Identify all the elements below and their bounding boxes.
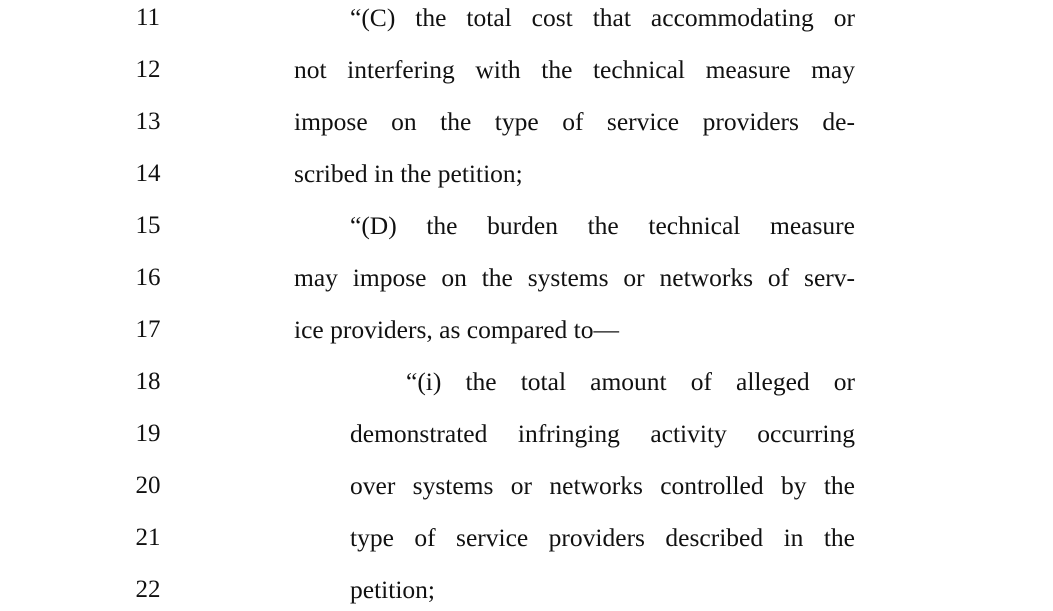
text-line xyxy=(0,102,1053,142)
line-number: 22 xyxy=(135,576,161,603)
line-text: over systems or networks controlled by the xyxy=(350,471,855,500)
line-number: 14 xyxy=(135,160,161,187)
text-line xyxy=(0,362,1053,402)
text-line xyxy=(0,258,1053,298)
line-text: ice providers, as compared to— xyxy=(294,315,620,344)
text-line xyxy=(0,466,1053,506)
line-number: 21 xyxy=(135,524,161,551)
line-number: 20 xyxy=(135,472,161,499)
line-text: may impose on the systems or networks of serv- xyxy=(294,263,855,292)
line-text: “(C) the total cost that accommodating or xyxy=(350,3,855,32)
line-text: type of service providers described in the xyxy=(350,523,855,552)
line-text: petition; xyxy=(350,575,435,604)
line-text: demonstrated infringing activity occurring xyxy=(350,419,855,448)
text-line xyxy=(0,154,1053,194)
line-number: 16 xyxy=(135,264,161,291)
line-number: 17 xyxy=(135,316,161,343)
line-text: impose on the type of service providers de- xyxy=(294,107,855,136)
text-line xyxy=(0,206,1053,246)
line-number: 11 xyxy=(135,4,161,31)
text-line xyxy=(0,414,1053,454)
line-text: not interfering with the technical measure may xyxy=(294,55,855,84)
line-number: 13 xyxy=(135,108,161,135)
line-number: 12 xyxy=(135,56,161,83)
line-number: 18 xyxy=(135,368,161,395)
line-number: 19 xyxy=(135,420,161,447)
line-text: “(i) the total amount of alleged or xyxy=(406,367,855,396)
text-line xyxy=(0,50,1053,90)
text-line xyxy=(0,570,1053,610)
line-text: scribed in the petition; xyxy=(294,159,523,188)
text-line xyxy=(0,0,1053,38)
line-number: 15 xyxy=(135,212,161,239)
text-line xyxy=(0,310,1053,350)
text-line xyxy=(0,518,1053,558)
line-text: “(D) the burden the technical measure xyxy=(350,211,855,240)
